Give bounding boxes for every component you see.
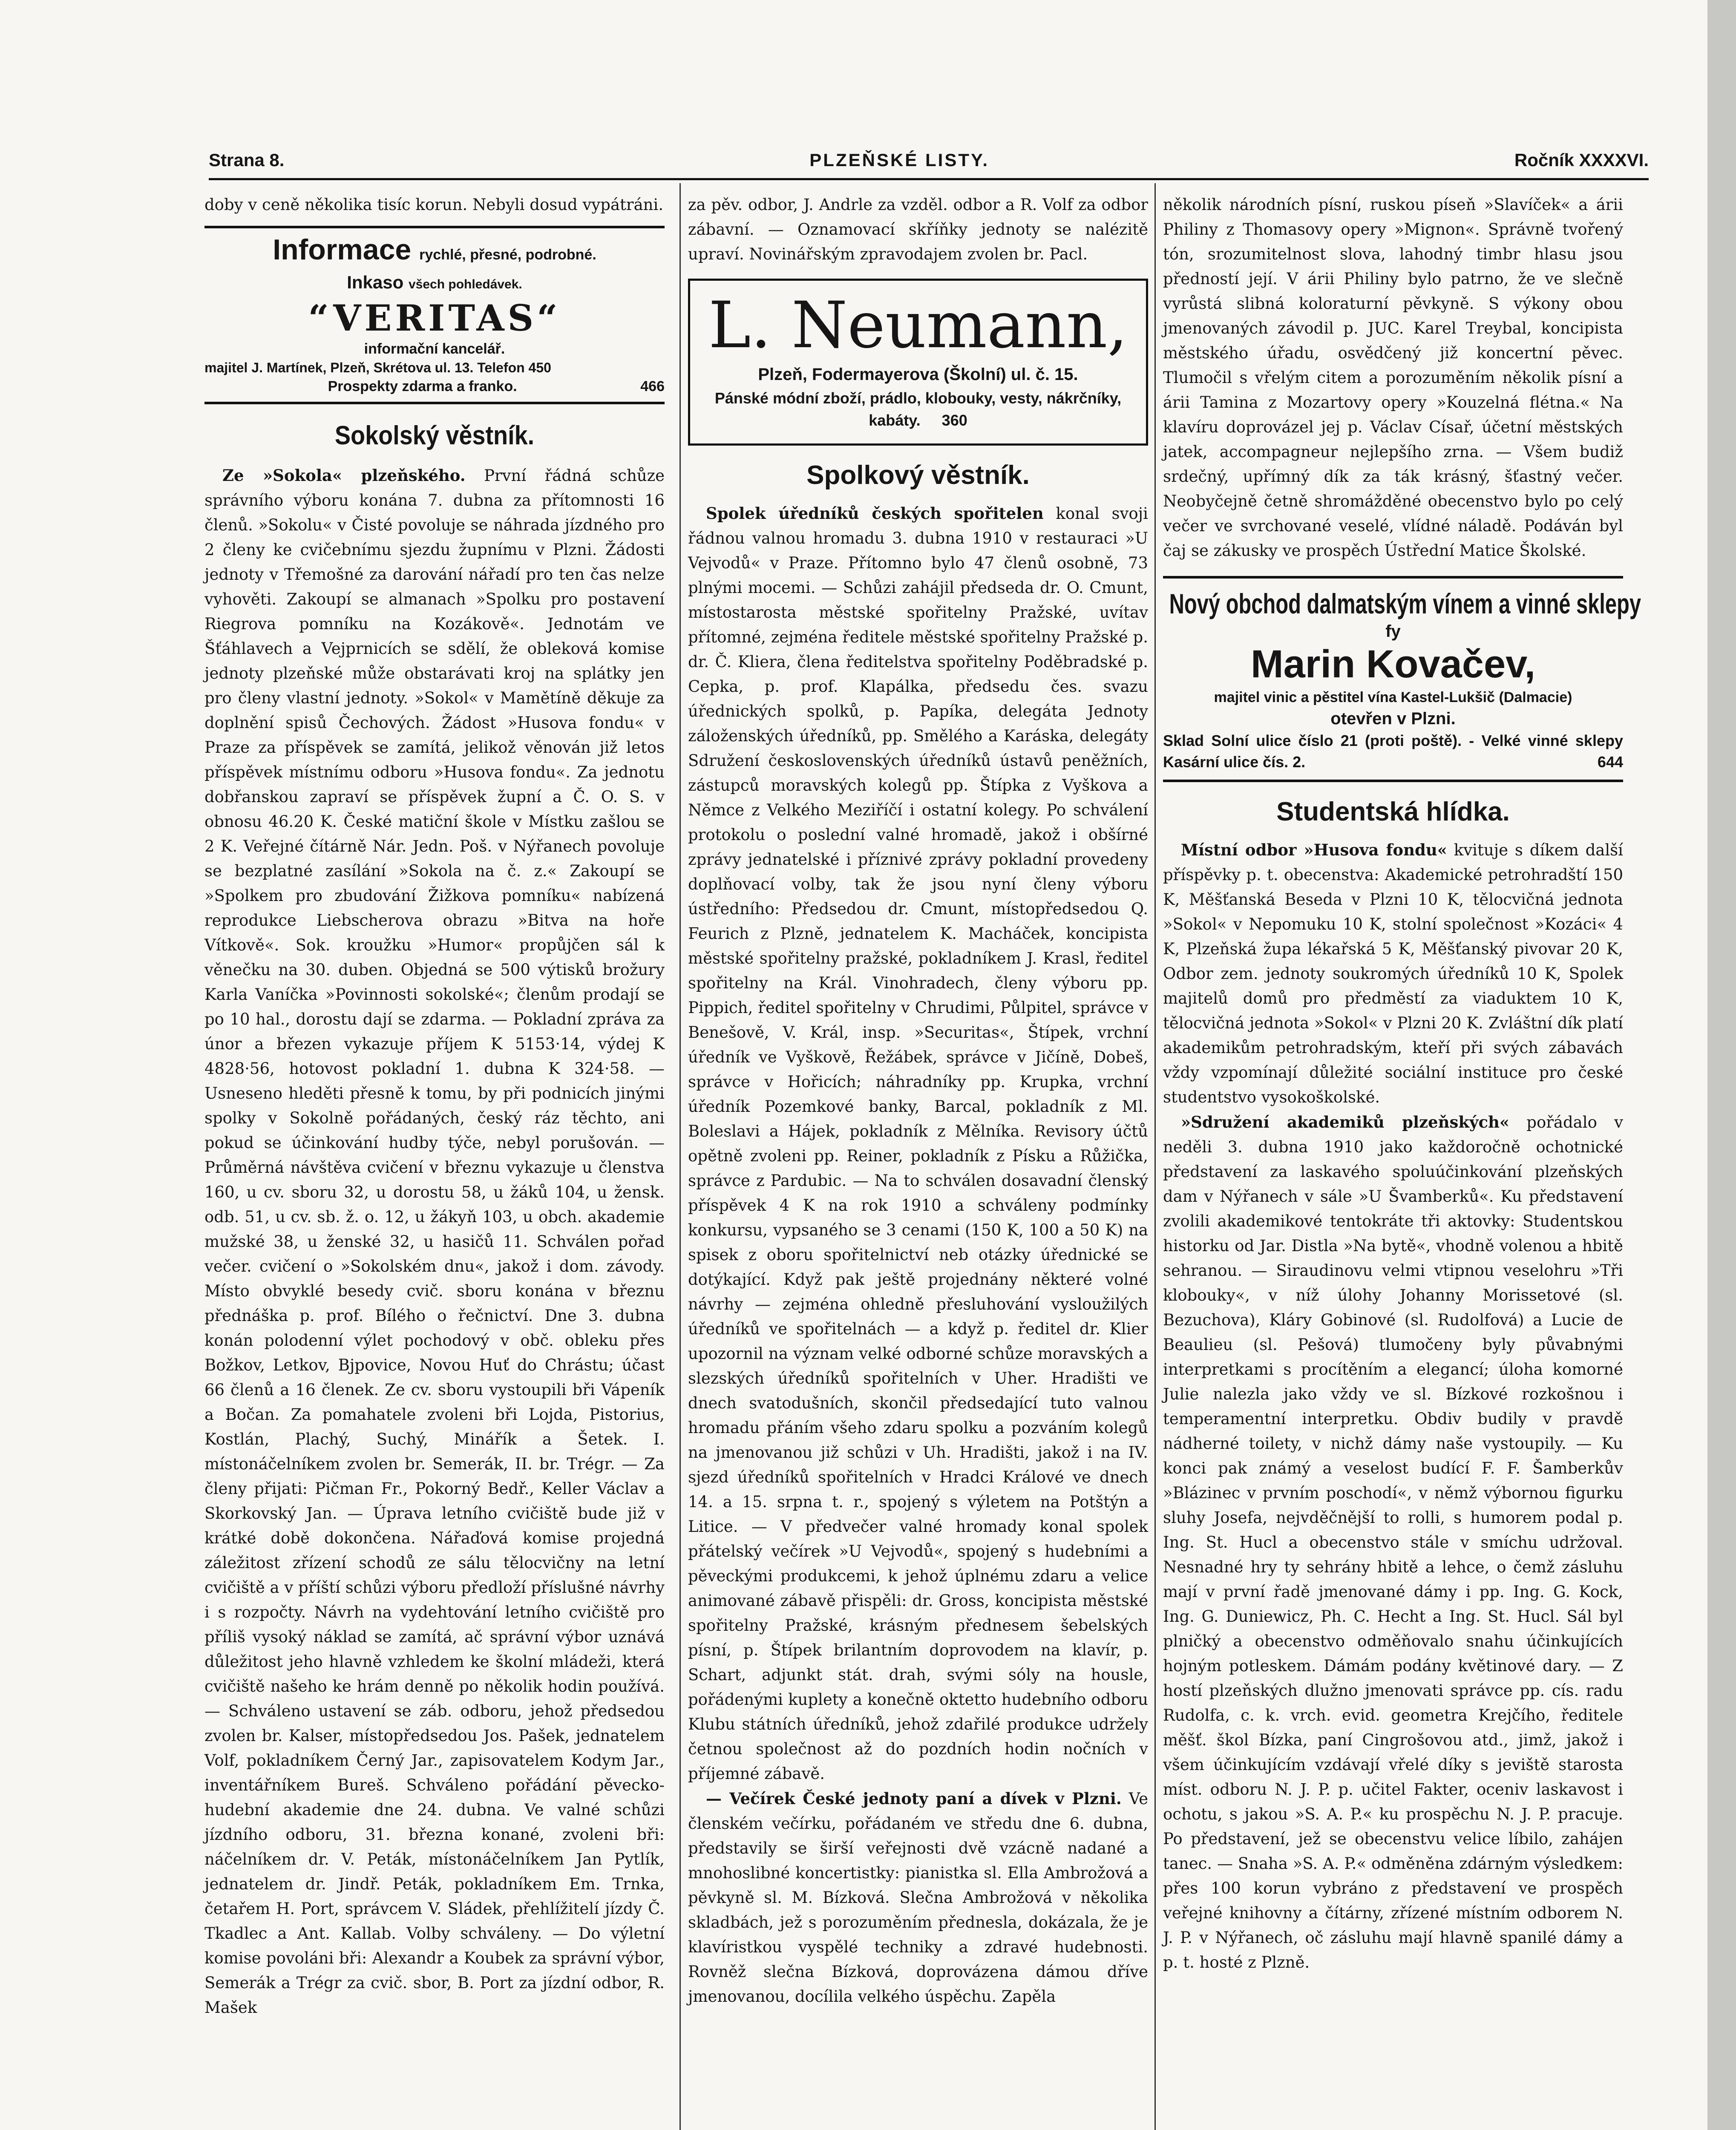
advert-number: 360 (941, 412, 967, 429)
advert-kovacev (1163, 576, 1641, 782)
column-divider-1 (679, 183, 681, 2130)
article-sporitelny (688, 501, 1148, 1786)
page-number: Strana 8. (209, 150, 285, 170)
article-lead: Spolek úředníků českých spořitelen (706, 504, 1044, 523)
advert-details: Sklad Solní ulice číslo 21 (proti poště). - Velké vinné sklepy Kasární ulice čís. 2. 644 (1163, 730, 1623, 773)
advert-brand: “VERITAS“ (308, 297, 561, 339)
article-continuation: několik národních písní, ruskou píseň »Slavíček« a árii Philiny z Thomasovy opery »Mignon«. Správně tvořený tón, srozumitelnost slova, lahodný timbr hlasu jsou předností její. V árii Philiny bylo patrno, že ve slečně vyrůstá slibná koloraturní pěvkyně. S výkony obou jmenovaných závodil p. JUC. Karel Treybal, koncipista městského úřadu, osvědčený již koncertní pěvec. Tlumočil s vřelým citem a porozuměním několik písní a árii Tamina z Mozartovy opery »Kouzelná flétna.« Na klavíru doprovázel jej p. Václav Císař, účetní městských jatek, accompagneur nejlepšího zrna. — Všem budiž srdečný, upřímný dík za ták krásný, šťastný večer. Neobyčejně četně shromážděné obecenstvo bylo po celý večer ve svrchované veselé, vlídné náladě. Podáván byl čaj se zákusky ve prospěch Ústřední Matice Školské. (1163, 196, 1623, 560)
advert-prospect: Prospekty zdarma a franko. (328, 378, 517, 394)
article-body: konal svoji řádnou valnou hromadu 3. dubna 1910 v restauraci »U Vejvodů« v Praze. Přítomno bylo 47 členů osobně, 73 plnými mocemi. — Schůzi zahájil předseda dr. O. Cmunt, místostarosta městské spořitelny Pražské, uvítav přítomné, zejména ředitele městské spořitelny Pražské p. dr. Č. Kliera, člena ředitelstva spořitelny Poděbradské p. Cepka, p. prof. Klapálka, předsedu čes. svazu úřednických spolků, p. Papíka, delegáta Jednoty záloženských úředníků, pp. Smělého a Karáska, delegáty Sdružení československých úředníků ústavů peněžních, zástupců moravských kolegů pp. Štípka z Vyškova a Němce z Velkého Meziříčí i ostatní kolegy. Po schválení protokolu o poslední valné hromadě, jakož i obšírné zprávy jednatelské i příznivé zprávy pokladní provedeny doplňovací volby, tak že jsou nyní členy výboru ústředního: Předsedou dr. Cmunt, místopředsedou Q. Feurich z Plzně, jednatelem K. Macháček, koncipista městské spořitelny pražské, pokladníkem J. Krasl, ředitel spořitelny na Král. Vinohradech, členy výboru pp. Pippich, ředitel spořitelny v Chrudimi, Půlpitel, správce v Benešově, V. Král, insp. »Securitas«, Štípek, vrchní úředník ve Vyškově, Řežábek, správce v Jičíně, Dobeš, správce v Hořicích; náhradníky pp. Krupka, vrchní úředník Pozemkové banky, Barcal, pokladník z Ml. Boleslavi a Hájek, pokladník z Mělníka. Revisory účtů opětně zvoleni pp. Reiner, pokladník z Písku a Růžička, správce z Pardubic. — Na to schválen dosavadní členský příspěvek 4 K na rok 1910 a schváleny podmínky konkursu, vypsaného se 3 cenami (150 K, 100 a 50 K) na spisek z oboru spořitelnictví neb otázky úřednické se dotýkající. Když pak ještě projednány některé volné návrhy — zejména ohledně přesluhování vysloužilých úředníků ve spořitelnách — a když p. ředitel dr. Klier upozornil na význam velké odborné schůze moravských a slezských úředníků spořitelních v Uher. Hradišti ve dnech svatodušních, skončil předsedající tuto valnou hromadu přáním všeho zdaru spolku a pozváním kolegů na jmenovanou již schůzi v Uh. Hradišti, jakož i na IV. sjezd úředníků spořitelních v Hradci Králové ve dnech 14. a 15. srpna t. r., spojený s výletem na Potštýn a Litice. — V předvečer valné hromady konal spolek přátelský večírek »U Vejvodů«, spojený s hudebními a pěveckými produkcemi, k jehož úplnému zdaru a velice animované zábavě přispěli: dr. Gross, koncipista městské spořitelny Pražské, krásným přednesem šebelských písní, p. Štípek brilantním doprovodem na klavír, p. Schart, adjunkt stát. drah, svými sóly na housle, pořádenými kuplety a konečně oktetto hudebního odboru Klubu státních úředníků, jehož zdařilé produkce udržely četnou společnost až do pozdních hodin nočních v příjemné zábavě. (688, 504, 1148, 1783)
article-body: První řádná schůze správního výboru konána 7. dubna za přítomnosti 16 členů. »Sokolu« v Čisté povoluje se náhrada jízdného pro 2 členy ke cvičebnímu sjezdu župnímu v Plzni. Žádosti jednoty v Třemošné za darování nářadí pro ten čas nelze vyhověti. Zakoupí se almanach »Spolku pro postavení Riegrova pomníku na Kozákově«. Jednotám ve Šťáhlavech a Vejprnicích se sdělí, že obleková komise jednoty plzeňské může obstarávati kroj na splátky jen pro členy vlastní jednoty. »Sokol« v Mamětíně děkuje za doplnění spisů Čechových. Žádost »Husova fondu« v Praze za příspěvek se zamítá, jelikož věnován již letos příspěvek místnímu odboru »Husova fondu«. Za jednotu dobřanskou zapraví se příspěvek župní a Č. O. S. v obnosu 46.20 K. České matiční škole v Místku zašlou se 2 K. Veřejné čítárně Nár. Jedn. Poš. v Nýřanech povoluje se bezplatné zasílání »Sokola na č. z.« Zakoupí se »Spolkem pro zbudování Žižkova pomníku« nabízená reprodukce Liebscherova obrazu »Bitva na hoře Vítkově«. Sok. kroužku »Humor« propůjčen sál k věnečku na 30. duben. Objedná se 500 výtisků brožury Karla Vaníčka »Povinnosti sokolské«; členům prodají se po 10 hal., dorostu dají se zdarma. — Pokladní zpráva za únor a březen vykazuje příjem K 5153·14, výdej K 4828·56, hotovost pokladní 1. dubna K 324·58. — Usneseno hleděti přesně k tomu, by při podnicích jinými spolky v Sokolně pořádaných, český ráz těchto, ani pokud se účinkování hudby týče, nebyl porušován. — Průměrná návštěva cvičení v březnu vykazuje u členstva 160, u cv. sboru 32, u dorostu 58, u žáků 104, u žensk. odb. 51, u cv. sb. ž. o. 12, u žákyň 103, u obch. akademie mužské 38, u ženské 32, u hasičů 11. Schválen pořad večer. cvičení o »Sokolském dnu«, jakož i dom. závody. Místo obvyklé besedy cvič. sboru konána v březnu přednáška p. prof. Bílého o řečnictví. Dne 3. dubna konán polodenní výlet pochodový v obč. obleku přes Božkov, Letkov, Bjpovice, Novou Huť do Chrástu; účast 66 členů a 16 členek. Ze cv. sboru vystoupili bři Vápeník a Bočan. Za pomahatele zvoleni bři Lojda, Pistorius, Kostlán, Plachý, Suchý, Minářík a Šetek. I. místonáčelníkem zvolen br. Semerák, II. br. Trégr. — Za členy přijati: Pičman Fr., Pokorný Bedř., Keller Václav a Skorkovský Jan. — Úprava letního cvičiště bude již v krátké době dokončena. Nářaďová komise projedná záležitost zřízení schodů ze sálu tělocvičny na letní cvičiště a v příští schůzi výboru předloží příslušné návrhy i s rozpočty. Návrh na vydehtování letního cvičiště pro příliš vysoký náklad se zamítá, ač správní výbor uznává důležitost jeho hlavně vzhledem ke školní mládeži, která cvičiště našeho ke hrám denně po několik hodin používá. — Schváleno ustavení se záb. odboru, jehož předsedou zvolen br. Kalser, místopředsedou Jos. Pašek, jednatelem Volf, pokladníkem Černý Jar., zapisovatelem Kodym Jar., inventářníkem Bureš. Schváleno pořádání pěvecko-hudební akademie dne 24. dubna. Ve valné schůzi jízdního odboru, 31. března konané, zvoleni bři: náčelníkem dr. V. Peták, místonáčelníkem Jan Pytlík, jednatelem dr. Jindř. Peták, pokladníkem Em. Trnka, četařem H. Port, správcem V. Sládek, přehlížitelí jízdy Č. Tkadlec a Ant. Kallab. Volby schváleny. — Do výletní komise povoláni bři: Alexandr a Koubek za správní výbor, Semerák a Trégr za cvič. sbor, B. Port za jízdní odbor, R. Mašek (204, 466, 665, 2017)
article-body: kvituje s díkem další příspěvky p. t. obecenstva: Akademické petrohradští 150 K, Měšťanská Beseda v Plzni 10 K, tělocvičná jednota »Sokol« v Nepomuku 10 K, stolní společnost »Kozáci« 4 K, Plzeňská župa lékařská 5 K, Měšťanský pivovar 20 K, Odbor zem. jednoty soukromých úředníků 10 K, Spolek majitelů domů pro předměstí za viaduktem 10 K, tělocvičná jednota »Sokol« v Plzni 20 K. Zvláštní dík platí akademikům petrohradským, kteří při svých zábavách vždy vzpomínají důležité sociální instituce pro české studentstvo vysokoškolské. (1163, 841, 1623, 1106)
column-divider-2 (1154, 183, 1156, 2130)
article-husuv-fond (1163, 838, 1623, 1110)
advert-number: 644 (1597, 753, 1623, 771)
article-lead: Ze »Sokola« plzeňského. (222, 466, 466, 485)
volume-number: Ročník XXXXVI. (1514, 150, 1649, 170)
advert-prospect-line (204, 377, 665, 396)
article-body: pořádalo v neděli 3. dubna 1910 jako každoročně ochotnické představení za laskavého spoluúčinkování plzeňských dam v Nýřanech v sále »U Švamberků«. Ku představení zvolili akademikové tentokráte tři aktovky: Studentskou historku od Jar. Distla »Na bytě«, vhodně volenou a hbitě sehranou. — Siraudinovu velmi vtipnou veselohru »Tři klobouky«, v níž úlohy Johanny Morissetové (sl. Bezuchova), Kláry Gobinové (sl. Rudolfová) a Lucie de Beaulieu (sl. Pešová) tlumočeny byly půvabnými interpretkami s procítěním a elegancí; úloha komorné Julie nalezla jako vždy ve sl. Bízkové rozkošnou i temperamentní interpretku. Obdiv budily v pravdě nádherné toilety, v nichž dámy naše vystoupily. — Ku konci pak známý a veselost budící F. F. Šamberkův »Blázinec v prvním poschodí«, v němž výbornou figurku sluhy Josefa, nejvděčnější to rolli, s humorem podal p. Ing. St. Hucl a obecenstvo stále v smíchu udržoval. Nesnadné hry ty sehrány hbitě a lehce, o čemž zásluhu mají v první řadě jmenované dámy i pp. Ing. G. Kock, Ing. G. Duniewicz, Ph. C. Hecht a Ing. St. Hucl. Sál byl plničký a obecenstvo odměňovalo snahu účinkujících hojným potleskem. Dámám podány květinové dary. — Z hostí plzeňských dlužno jmenovati správce pp. cís. radu Rudolfa, c. k. vrch. evid. geometra Krejčího, ředitele měšť. škol Bízka, paní Cingrošovou atd., jimž, jakož i všem účinkujícím vzdávají vřelé díky s jeviště starosta míst. odboru N. J. P. p. učitel Fakter, oceniv laskavost i ochotu, s jakou »S. A. P.« ku prospěchu N. J. P. pracuje. Po představení, jež se obecenstvu velice líbilo, zahájen tanec. — Snaha »S. A. P.« odměněna zdárným výsledkem: přes 100 korun vybráno z představení ve prospěch veřejné knihovny a čítárny, zřízené místním odborem N. J. P. v Nýřanech, oč zásluhu mají hlavně spanilé dámy a p. t. hosté z Plzně. (1163, 1113, 1623, 1972)
advert-neumann (688, 279, 1148, 446)
article-vecirek (688, 1786, 1148, 2009)
article-body: Ve členském večírku, pořádaném ve středu dne 6. dubna, představily se širší veřejnosti dvě vzácně nadané a mnohoslibné koncertistky: pianistka sl. Ella Ambrožová a pěvkyně sl. M. Bízková. Slečna Ambrožová v několika skladbách, jež s porozuměním přednesla, dokázala, že je klavíristkou vyspělé techniky a zdravé hudebnosti. Rovněž slečna Bízková, doprovázena dámou dříve jmenovanou, docílila velkého úspěchu. Zapěla (688, 1790, 1148, 2006)
scan-edge (1707, 0, 1736, 2130)
advert-office: informační kancelář. (364, 341, 505, 357)
section-title-studentska: Studentská hlídka. (1276, 797, 1510, 826)
newspaper-title: PLZEŇSKÉ LISTY. (809, 150, 990, 170)
advert-headline: Nový obchod dalmatským vínem a vinné sklepy (1169, 588, 1641, 619)
advert-owner: majitel J. Martínek, Plzeň, Skrétova ul. 13. Telefon 450 (204, 360, 551, 375)
advert-firm: fy (1385, 622, 1401, 641)
advert-owner: majitel vinic a pěstitel vína Kastel-Lukšič (Dalmacie) (1214, 689, 1572, 705)
advert-address: Plzeň, Fodermayerova (Školní) ul. č. 15. (758, 365, 1078, 384)
advert-goods: Pánské módní zboží, prádlo, klobouky, vesty, nákrčníky, kabáty. 360 (714, 389, 1122, 429)
advert-opened: otevřen v Plzni. (1330, 709, 1456, 728)
column-1 (204, 193, 665, 2020)
article-continuation: doby v ceně několika tisíc korun. Nebyli dosud vypátráni. (204, 196, 664, 214)
article-sokol (204, 463, 665, 2020)
advert-name: Marin Kovačev, (1250, 642, 1536, 686)
advert-name: L. Neumann, (708, 288, 1128, 363)
page-header (209, 141, 1649, 170)
advert-number: 466 (640, 378, 665, 394)
article-lead: — Večírek České jednoty paní a dívek v Plzni. (706, 1789, 1122, 1808)
column-2 (688, 193, 1148, 2009)
section-title-spolkovy: Spolkový věstník. (806, 461, 1030, 490)
article-continuation: za pěv. odbor, J. Andrle za vzděl. odbor a R. Volf za odbor zábavní. — Oznamovací skříňky jednoty se nalézitě upraví. Novinářským zpravodajem zvolen br. Pacl. (688, 196, 1148, 263)
article-lead: »Sdružení akademiků plzeňských« (1181, 1113, 1510, 1131)
section-title-sokol: Sokolský věstník. (334, 421, 535, 450)
advert-line-informace: Informace rychlé, přesné, podrobné. (273, 233, 596, 266)
advert-line-inkaso: Inkaso všech pohledávek. (347, 272, 522, 292)
article-lead: Místní odbor »Husova fondu« (1181, 840, 1447, 859)
article-sdruzeni (1163, 1110, 1623, 1975)
column-3 (1163, 193, 1641, 1975)
advert-veritas (204, 226, 665, 404)
header-rule (209, 178, 1649, 180)
